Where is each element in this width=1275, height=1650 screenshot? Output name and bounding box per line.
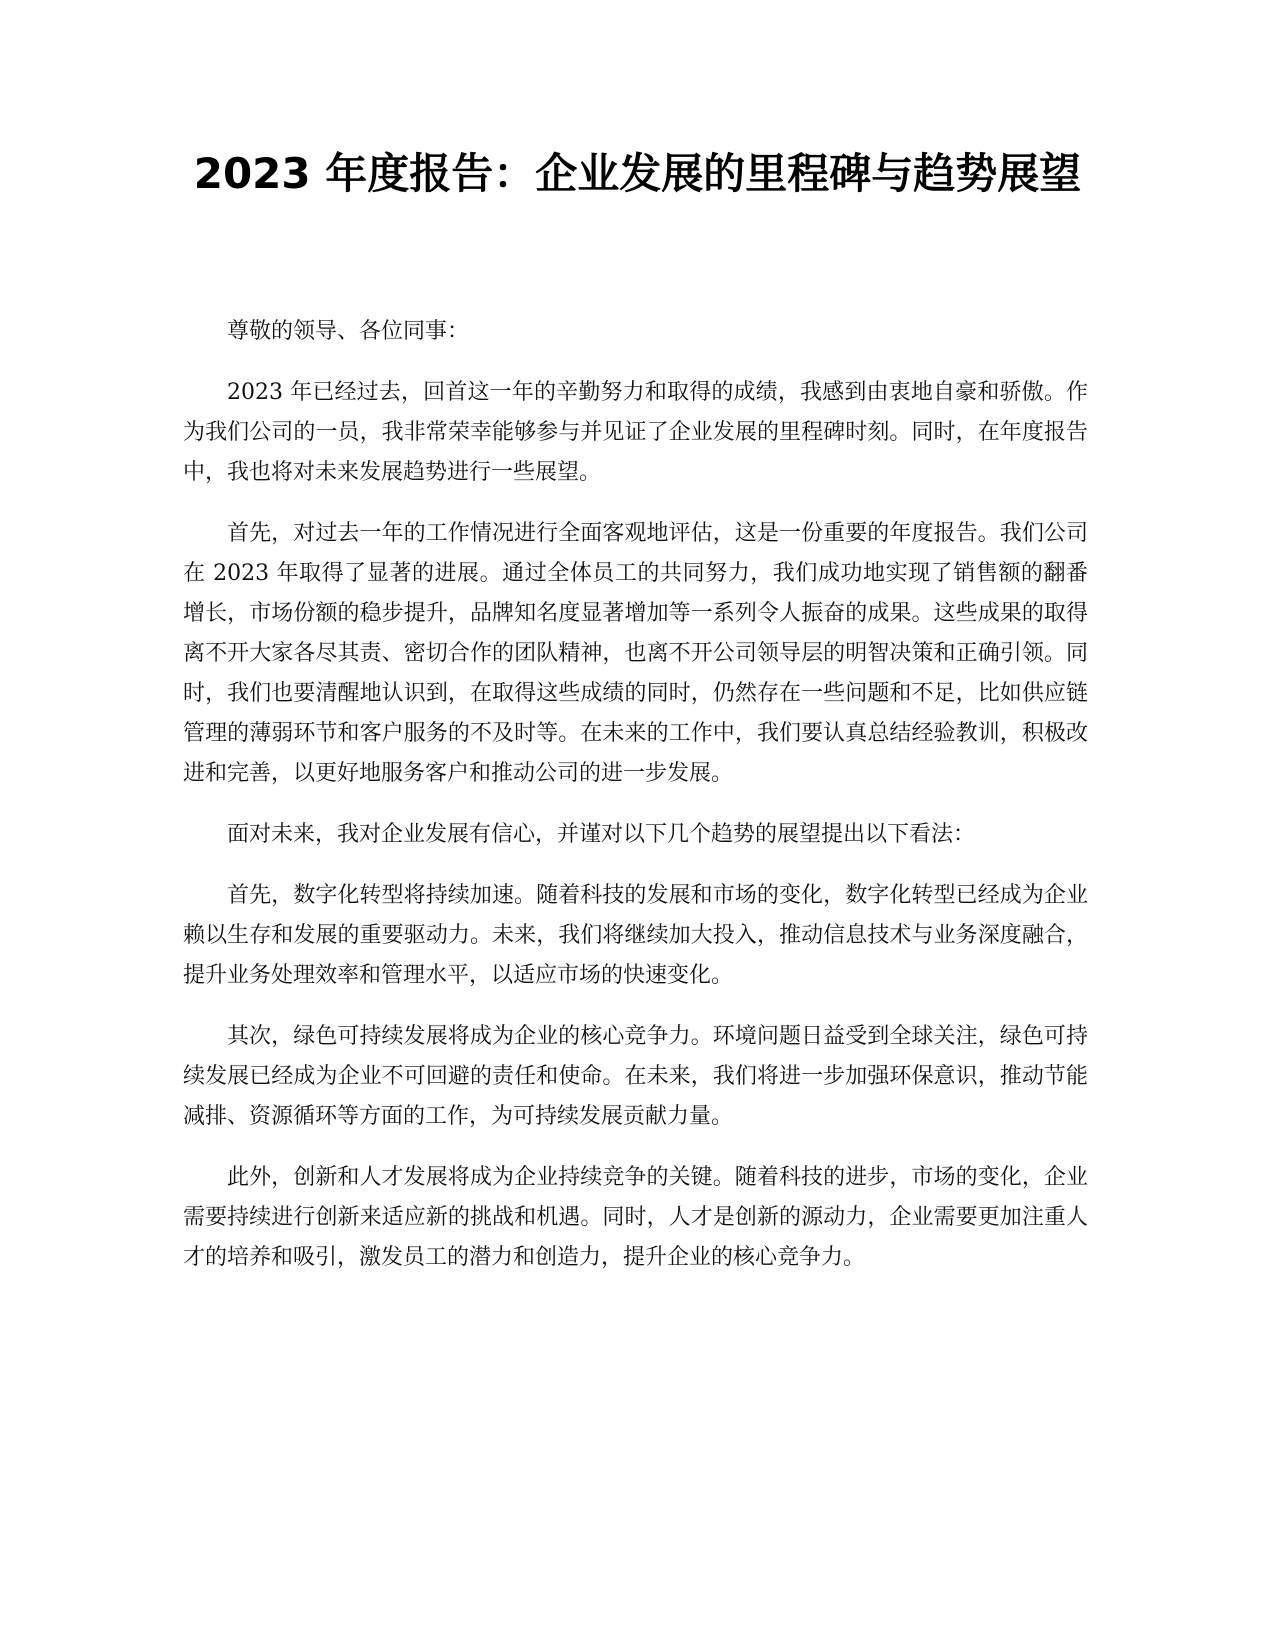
document-body bbox=[183, 312, 1088, 1299]
paragraph-intro: 2023 年已经过去，回首这一年的辛勤努力和取得的成绩，我感到由衷地自豪和骄傲。作为我们公司的一员，我非常荣幸能够参与并见证了企业发展的里程碑时刻。同时，在年度报告中，我也将对未来发展趋势进行一些展望。 bbox=[183, 380, 1088, 485]
paragraph-digital-transformation: 首先，数字化转型将持续加速。随着科技的发展和市场的变化，数字化转型已经成为企业赖以生存和发展的重要驱动力。未来，我们将继续加大投入，推动信息技术与业务深度融合，提升业务处理效率和管理水平，以适应市场的快速变化。 bbox=[183, 883, 1088, 988]
paragraph-green-development: 其次，绿色可持续发展将成为企业的核心竞争力。环境问题日益受到全球关注，绿色可持续发展已经成为企业不可回避的责任和使命。在未来，我们将进一步加强环保意识，推动节能减排、资源循环等方面的工作，为可持续发展贡献力量。 bbox=[183, 1024, 1088, 1129]
paragraph-innovation-talent: 此外，创新和人才发展将成为企业持续竞争的关键。随着科技的进步，市场的变化，企业需要持续进行创新来适应新的挑战和机遇。同时，人才是创新的源动力，企业需要更加注重人才的培养和吸引，激发员工的潜力和创造力，提升企业的核心竞争力。 bbox=[183, 1165, 1088, 1270]
paragraph-outlook-intro: 面对未来，我对企业发展有信心，并谨对以下几个趋势的展望提出以下看法： bbox=[227, 822, 976, 847]
document-title: 2023 年度报告：企业发展的里程碑与趋势展望 bbox=[193, 149, 1082, 198]
paragraph-salutation: 尊敬的领导、各位同事： bbox=[227, 319, 470, 344]
paragraph-review: 首先，对过去一年的工作情况进行全面客观地评估，这是一份重要的年度报告。我们公司在 2023 年取得了显著的进展。通过全体员工的共同努力，我们成功地实现了销售额的翻番增长，市场份额的稳步提升，品牌知名度显著增加等一系列令人振奋的成果。这些成果的取得离不开大家各尽其责、密切合作的团队精神，也离不开公司领导层的明智决策和正确引领。同时，我们也要清醒地认识到，在取得这些成绩的同时，仍然存在一些问题和不足，比如供应链管理的薄弱环节和客户服务的不及时等。在未来的工作中，我们要认真总结经验教训，积极改进和完善，以更好地服务客户和推动公司的进一步发展。 bbox=[183, 521, 1088, 786]
